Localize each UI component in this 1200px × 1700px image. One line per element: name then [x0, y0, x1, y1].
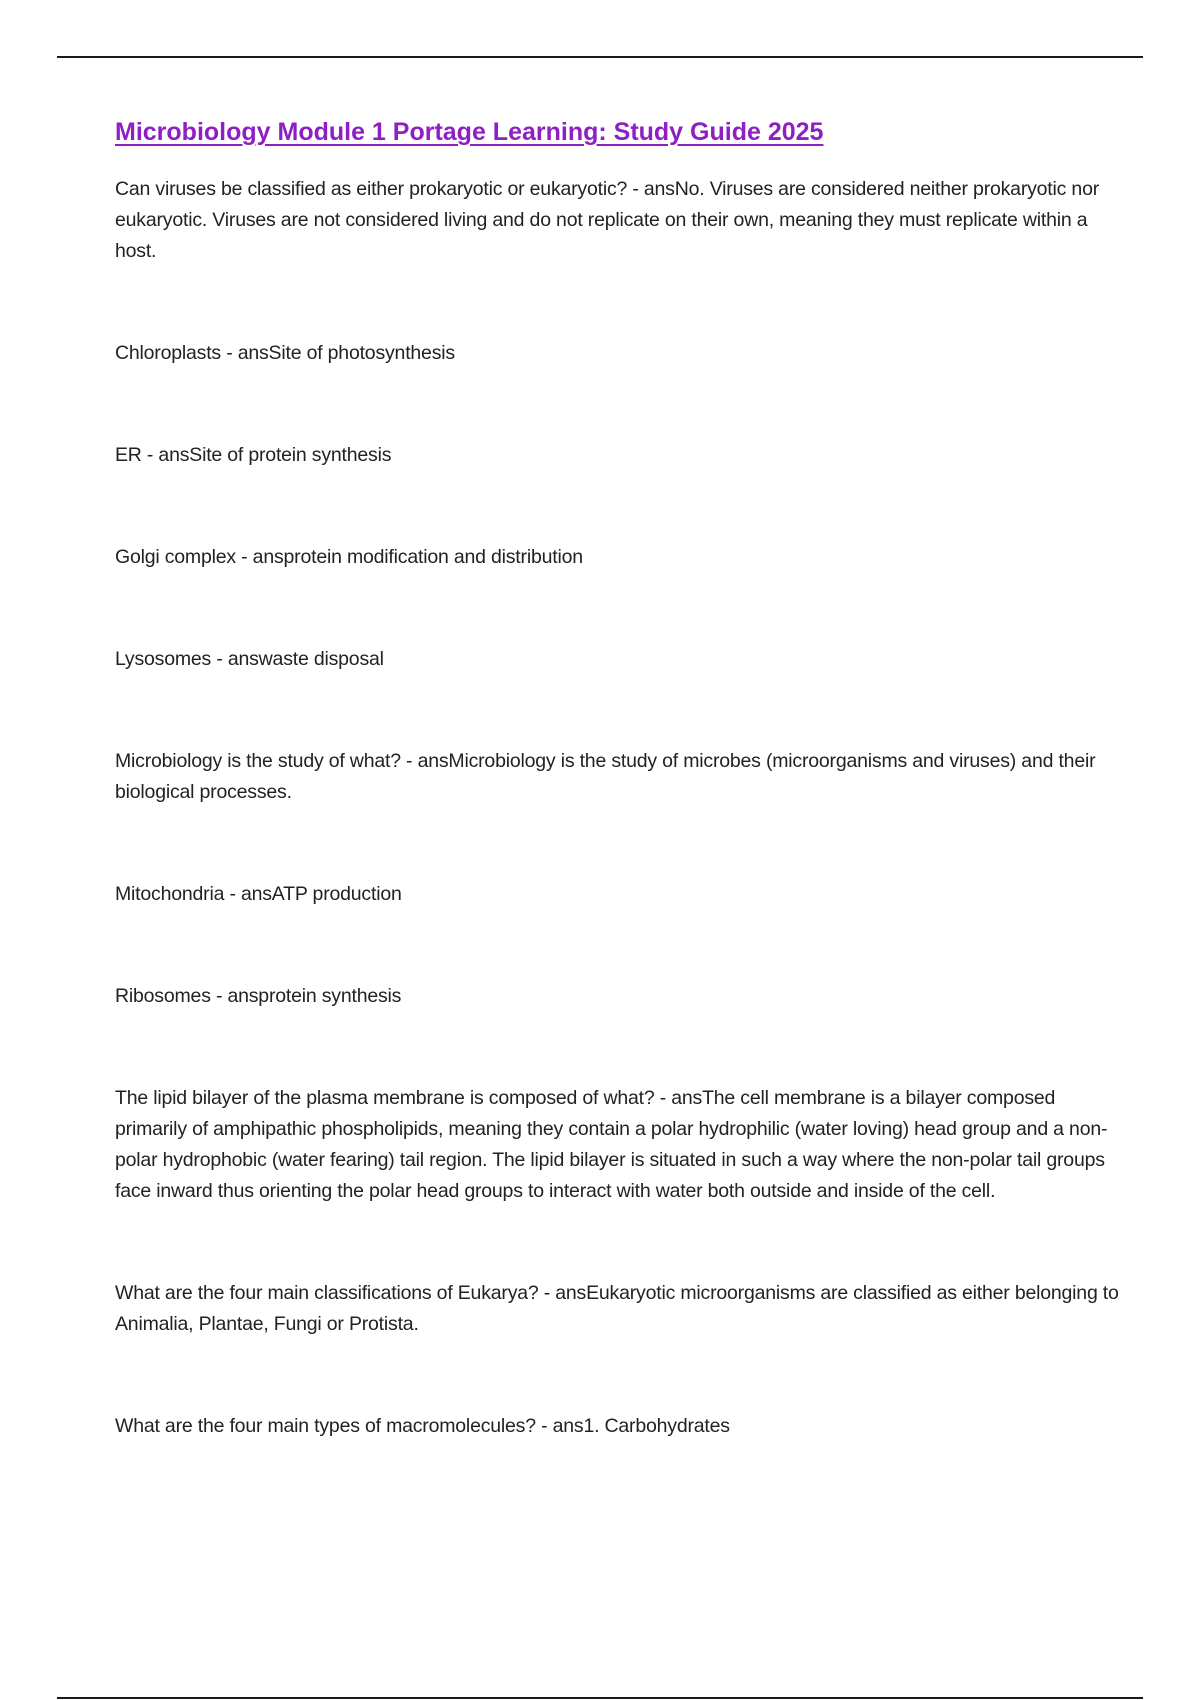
footer-rule [57, 1697, 1143, 1699]
qa-entry-lysosomes: Lysosomes - answaste disposal [115, 648, 384, 670]
qa-entry-eukarya: What are the four main classifications of Eukarya? - ansEukaryotic microorganisms are classified as either belonging to Animalia, Plantae, Fungi or Protista. [115, 1282, 1119, 1335]
qa-entry-er: ER - ansSite of protein synthesis [115, 444, 392, 466]
qa-entry-macromolecules: What are the four main types of macromolecules? - ans1. Carbohydrates [115, 1415, 730, 1437]
qa-entry-mitochondria: Mitochondria - ansATP production [115, 883, 402, 905]
document-title[interactable]: Microbiology Module 1 Portage Learning: Study Guide 2025 [115, 118, 824, 146]
qa-entry-ribosomes: Ribosomes - ansprotein synthesis [115, 985, 402, 1007]
qa-entry-microbiology: Microbiology is the study of what? - ansMicrobiology is the study of microbes (microorganisms and viruses) and their biological processes. [115, 750, 1096, 803]
qa-entry-golgi: Golgi complex - ansprotein modification and distribution [115, 546, 583, 568]
header-rule [57, 56, 1143, 58]
qa-entry-viruses: Can viruses be classified as either prokaryotic or eukaryotic? - ansNo. Viruses are considered neither prokaryotic nor eukaryotic. Viruses are not considered living and do not replicate on their own, meaning they must replicate within a host. [115, 178, 1100, 262]
document-body [115, 112, 1120, 1513]
qa-entry-chloroplasts: Chloroplasts - ansSite of photosynthesis [115, 342, 455, 364]
qa-entry-lipid-bilayer: The lipid bilayer of the plasma membrane is composed of what? - ansThe cell membrane is a bilayer composed primarily of amphipathic phospholipids, meaning they contain a polar hydrophilic (water loving) head group and a non-polar hydrophobic (water fearing) tail region. The lipid bilayer is situated in such a way where the non-polar tail groups face inward thus orienting the polar head groups to interact with water both outside and inside of the cell. [115, 1087, 1108, 1202]
